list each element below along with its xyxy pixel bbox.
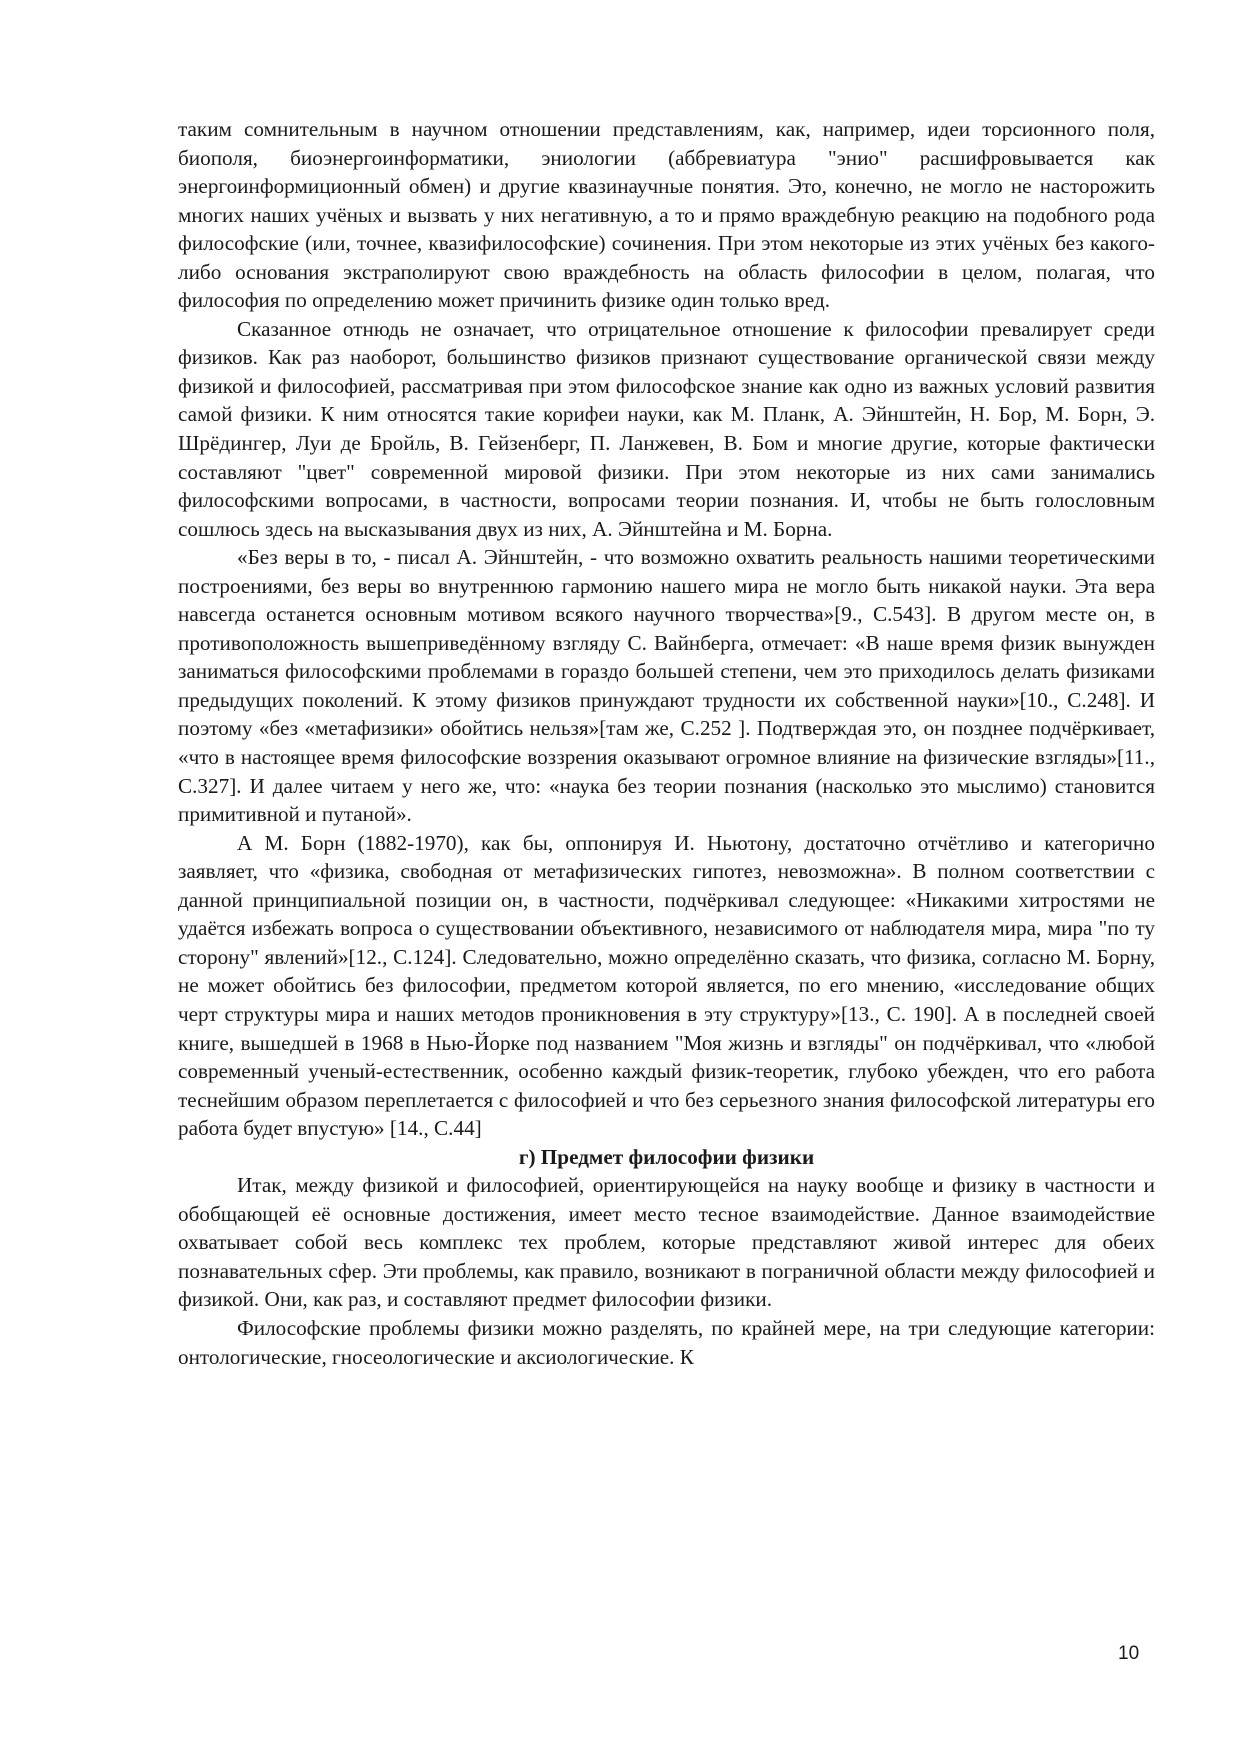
section-paragraph-2: Философские проблемы физики можно разделять, по крайней мере, на три следующие категории: онтологические, гносеологические и аксиологические. К	[178, 1315, 1155, 1369]
page-number: 10	[1118, 1643, 1140, 1664]
section-paragraph-1: Итак, между физикой и философией, ориентирующейся на науку вообще и физику в частности и обобщающей её основные достижения, имеет место тесное взаимодействие. Данное взаимодействие охватывает собой весь комплекс тех проблем, которые представляют живой интерес для обеих познавательных сфер. Эти проблемы, как правило, возникают в пограничной области между философией и физикой. Они, как раз, и составляют предмет философии физики.	[178, 1173, 1155, 1312]
section-title: г) Предмет философии физики	[518, 1144, 815, 1169]
paragraph-3: «Без веры в то, - писал А. Эйнштейн, - что возможно охватить реальность нашими теоретическими построениями, без веры во внутреннюю гармонию нашего мира не могло быть никакой науки. Эта вера навсегда останется основным мотивом всякого научного творчества»[9., С.543]. В другом месте он, в противоположность вышеприведённому взгляду С. Вайнберга, отмечает: «В наше время физик вынужден заниматься философскими проблемами в гораздо большей степени, чем это приходилось делать физиками предыдущих поколений. К этому физиков принуждают трудности их собственной науки»[10., С.248]. И поэтому «без «метафизики» обойтись нельзя»[там же, С.252 ]. Подтверждая это, он позднее подчёркивает, «что в настоящее время философские воззрения оказывают огромное влияние на физические взгляды»[11., С.327]. И далее читаем у него же, что: «наука без теории познания (насколько это мыслимо) становится примитивной и путаной».	[178, 545, 1155, 827]
paragraph-1: таким сомнительным в научном отношении представлениям, как, например, идеи торсионного поля, биополя, биоэнергоинформатики, эниологии (аббревиатура "энио" расшифровывается как энергоинформиционный обмен) и другие квазинаучные понятия. Это, конечно, не могло не насторожить многих наших учёных и вызвать у них негативную, а то и прямо враждебную реакцию на подобного рода философские (или, точнее, квазифилософские) сочинения. При этом некоторые из этих учёных без какого-либо основания экстраполируют свою враждебность на область философии в целом, полагая, что философия по определению может причинить физике один только вред.	[178, 117, 1155, 313]
document-page	[178, 115, 1155, 1655]
paragraph-4: А М. Борн (1882-1970), как бы, оппонируя И. Ньютону, достаточно отчётливо и категорично заявляет, что «физика, свободная от метафизических гипотез, невозможна». В полном соответствии с данной принципиальной позиции он, в частности, подчёркивал следующее: «Никакими хитростями не удаётся избежать вопроса о существовании объективного, независимого от наблюдателя мира, мира "по ту сторону" явлений»[12., С.124]. Следовательно, можно определённо сказать, что физика, согласно М. Борну, не может обойтись без философии, предметом которой является, по его мнению, «исследование общих черт структуры мира и наших методов проникновения в эту структуру»[13., С. 190]. А в последней своей книге, вышедшей в 1968 в Нью-Йорке под названием "Моя жизнь и взгляды" он подчёркивал, что «любой современный ученый-естественник, особенно каждый физик-теоретик, глубоко убежден, что его работа теснейшим образом переплетается с философией и что без серьезного знания философской литературы его работа будет впустую» [14., С.44]	[178, 830, 1155, 1141]
paragraph-2: Сказанное отнюдь не означает, что отрицательное отношение к философии превалирует среди физиков. Как раз наоборот, большинство физиков признают существование органической связи между физикой и философией, рассматривая при этом философское знание как одно из важных условий развития самой физики. К ним относятся такие корифеи науки, как М. Планк, А. Эйнштейн, Н. Бор, М. Борн, Э. Шрёдингер, Луи де Бройль, В. Гейзенберг, П. Ланжевен, В. Бом и многие другие, которые фактически составляют "цвет" современной мировой физики. При этом некоторые из них сами занимались философскими вопросами, в частности, вопросами теории познания. И, чтобы не быть голословным сошлюсь здесь на высказывания двух из них, А. Эйнштейна и М. Борна.	[178, 316, 1155, 541]
